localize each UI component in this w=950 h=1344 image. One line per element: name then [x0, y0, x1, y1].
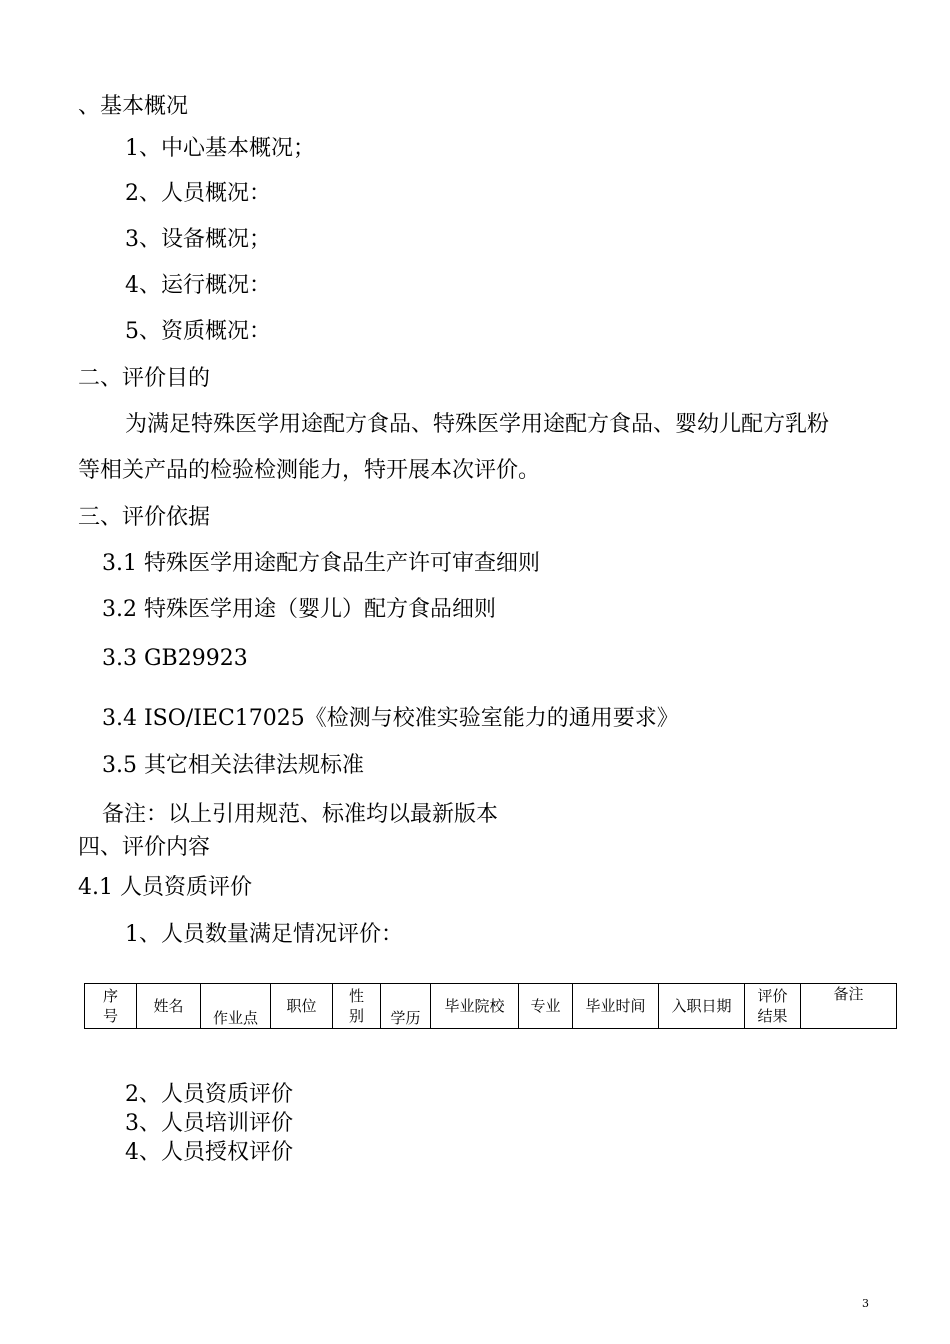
section-1-item-5: 5、资质概况：	[125, 319, 271, 344]
header-cell-position: 职位	[271, 984, 333, 1029]
note: 备注：以上引用规范、标准均以最新版本	[102, 802, 499, 827]
page-number: 3	[862, 1297, 869, 1310]
section-3-item-2: 3.2 特殊医学用途（婴儿）配方食品细则	[102, 597, 496, 622]
section-4-item-3: 3、人员培训评价	[125, 1111, 293, 1136]
header-cell-site: 作业点	[201, 984, 271, 1029]
section-1-item-1: 1、中心基本概况；	[125, 136, 315, 161]
header-cell-join-date: 入职日期	[659, 984, 745, 1029]
section-4-subtitle: 4.1 人员资质评价	[78, 875, 252, 900]
section-1-title: 、基本概况	[78, 94, 189, 119]
section-3-title: 三、评价依据	[78, 505, 211, 530]
header-cell-gender: 性 别	[333, 984, 381, 1029]
header-cell-seq: 序 号	[85, 984, 137, 1029]
header-cell-grad-date: 毕业时间	[573, 984, 659, 1029]
section-4-item-1: 1、人员数量满足情况评价：	[125, 922, 403, 947]
section-2-title: 二、评价目的	[78, 366, 211, 391]
staff-table	[84, 983, 897, 1029]
section-4-item-2: 2、人员资质评价	[125, 1082, 293, 1107]
header-cell-school: 毕业院校	[431, 984, 519, 1029]
header-cell-remarks: 备注	[801, 984, 897, 1029]
section-4-item-4: 4、人员授权评价	[125, 1140, 293, 1165]
header-cell-education: 学历	[381, 984, 431, 1029]
section-1-item-3: 3、设备概况；	[125, 227, 271, 252]
section-2-para-line-1: 为满足特殊医学用途配方食品、特殊医学用途配方食品、婴幼儿配方乳粉	[125, 412, 830, 437]
table-header-row	[85, 984, 897, 1029]
header-cell-name: 姓名	[137, 984, 201, 1029]
header-cell-result: 评价 结果	[745, 984, 801, 1029]
header-cell-major: 专业	[519, 984, 573, 1029]
section-3-item-3: 3.3 GB29923	[102, 646, 248, 671]
section-2-para-line-2: 等相关产品的检验检测能力，特开展本次评价。	[78, 458, 541, 483]
section-1-item-4: 4、运行概况：	[125, 273, 271, 298]
section-3-item-5: 3.5 其它相关法律法规标准	[102, 753, 364, 778]
section-3-item-4: 3.4 ISO/IEC17025《检测与校准实验室能力的通用要求》	[102, 706, 679, 731]
section-3-item-1: 3.1 特殊医学用途配方食品生产许可审查细则	[102, 551, 540, 576]
section-1-item-2: 2、人员概况：	[125, 181, 271, 206]
section-4-title: 四、评价内容	[78, 835, 211, 860]
